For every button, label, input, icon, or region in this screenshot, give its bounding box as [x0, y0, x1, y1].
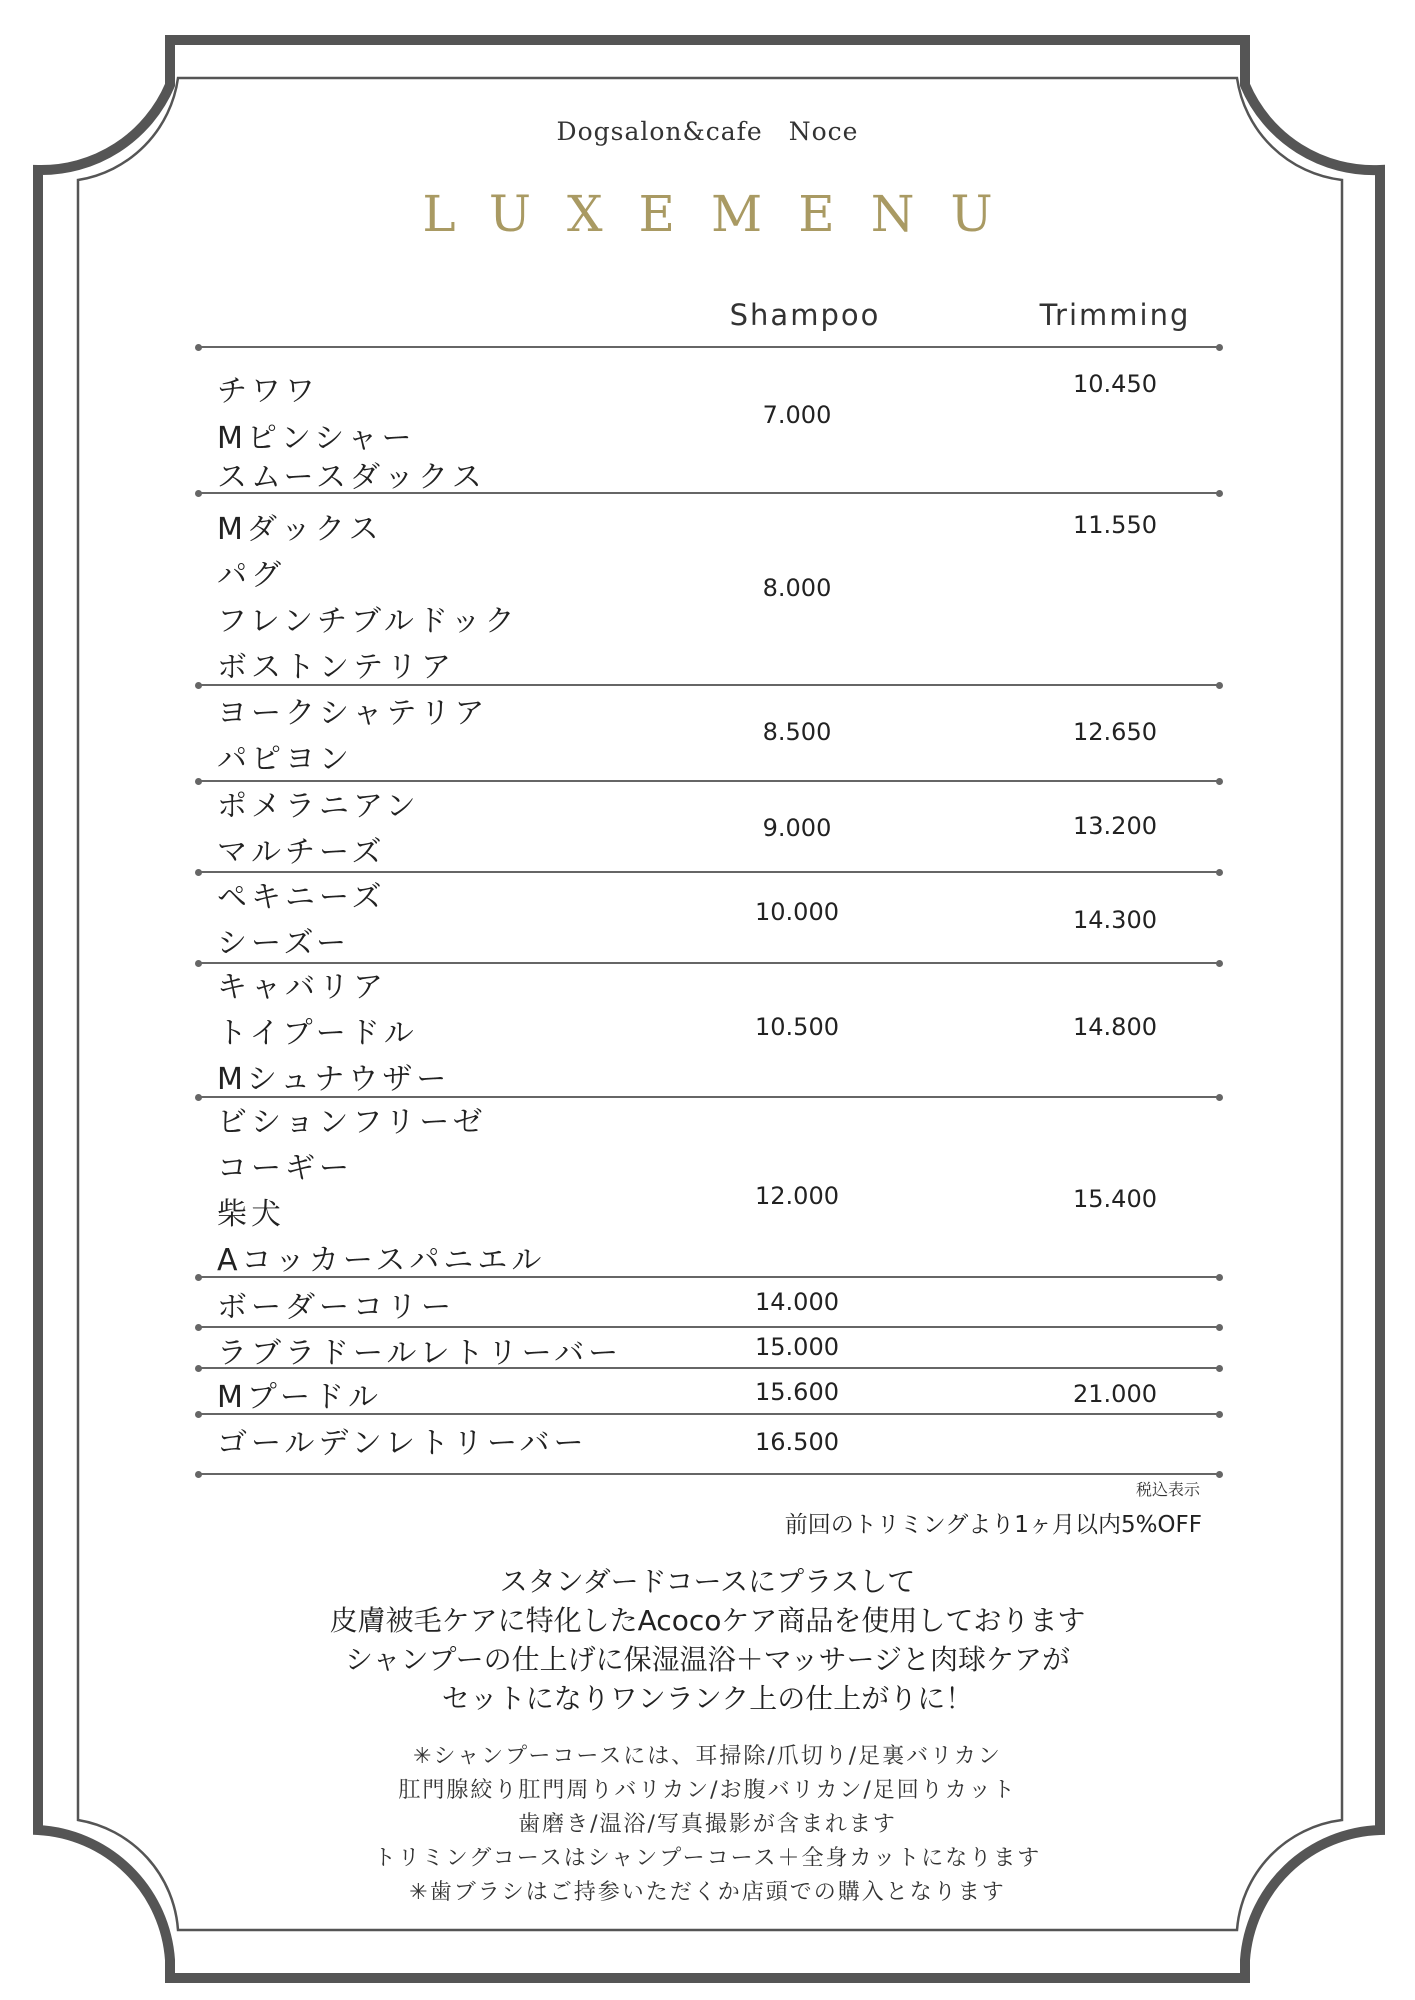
- breed-name: トイプードル: [217, 1016, 418, 1051]
- shampoo-price: 7.000: [762, 401, 832, 429]
- breed-name: ペキニーズ: [217, 880, 386, 915]
- trimming-price: 12.650: [1073, 718, 1157, 746]
- breed-name: スムースダックス: [217, 460, 486, 495]
- note-line: 歯磨き/温浴/写真撮影が含まれます: [518, 1812, 897, 1837]
- note-line: ✳︎シャンプーコースには、耳掃除/爪切り/足裏バリカン: [413, 1744, 1002, 1769]
- promo-line: シャンプーの仕上げに保湿温浴＋マッサージと肉球ケアが: [345, 1643, 1070, 1676]
- note-line: トリミングコースはシャンプーコース＋全身カットになります: [373, 1846, 1042, 1871]
- breed-name: フレンチブルドック: [217, 604, 519, 639]
- tax-note: 税込表示: [1135, 1480, 1200, 1499]
- promo-line: セットになりワンランク上の仕上がりに！: [441, 1682, 974, 1715]
- shampoo-price: 12.000: [755, 1182, 839, 1210]
- row-divider: [198, 346, 1220, 348]
- promo-text: [0, 1562, 1415, 1718]
- breed-name: パピヨン: [217, 742, 353, 777]
- breed-name: ビションフリーゼ: [217, 1105, 487, 1140]
- shampoo-price: 8.500: [762, 718, 832, 746]
- breed-name: ポメラニアン: [217, 789, 420, 824]
- shampoo-price: 9.000: [762, 814, 832, 842]
- breed-name: ボーダーコリー: [217, 1290, 455, 1325]
- trimming-price: 15.400: [1073, 1185, 1157, 1213]
- trimming-price: 11.550: [1073, 511, 1157, 539]
- promo-line: 皮膚被毛ケアに特化したAcocoケア商品を使用しております: [329, 1604, 1086, 1637]
- breed-name: ゴールデンレトリーバー: [217, 1426, 588, 1461]
- shampoo-price: 15.600: [755, 1378, 839, 1406]
- breed-name: Mシュナウザー: [217, 1062, 451, 1097]
- trimming-price: 13.200: [1073, 812, 1157, 840]
- shampoo-column-header: Shampoo: [729, 298, 881, 332]
- trimming-column-header: Trimming: [1039, 298, 1191, 332]
- salon-name: Dogsalon&cafe Noce: [556, 117, 859, 146]
- shampoo-price: 10.500: [755, 1013, 839, 1041]
- promo-line: スタンダードコースにプラスして: [499, 1565, 916, 1598]
- trimming-price: 14.300: [1073, 906, 1157, 934]
- row-divider: [198, 1473, 1220, 1475]
- shampoo-price: 10.000: [755, 898, 839, 926]
- menu-title: LUXEMENU: [422, 185, 1029, 243]
- discount-note: 前回のトリミングより1ヶ月以内5%OFF: [784, 1512, 1202, 1538]
- breed-name: ヨークシャテリア: [217, 696, 489, 731]
- breed-name: コーギー: [217, 1151, 353, 1186]
- note-line: 肛門腺絞り肛門周りバリカン/お腹バリカン/足回りカット: [398, 1778, 1017, 1803]
- breed-name: キャバリア: [217, 970, 387, 1005]
- note-line: ✳︎歯ブラシはご持参いただくか店頭での購入となります: [409, 1880, 1006, 1905]
- trimming-price: 21.000: [1073, 1380, 1157, 1408]
- breed-name: パグ: [217, 558, 285, 593]
- breed-name: チワワ: [217, 374, 319, 409]
- shampoo-price: 14.000: [755, 1288, 839, 1316]
- breed-name: Mピンシャー: [217, 421, 416, 456]
- breed-name: 柴犬: [217, 1197, 285, 1232]
- trimming-price: 14.800: [1073, 1013, 1157, 1041]
- breed-name: Aコッカースパニエル: [217, 1243, 546, 1278]
- shampoo-price: 15.000: [755, 1333, 839, 1361]
- shampoo-price: 8.000: [762, 574, 832, 602]
- course-notes: [0, 1740, 1415, 1910]
- breed-name: ボストンテリア: [217, 650, 455, 685]
- shampoo-price: 16.500: [755, 1428, 839, 1456]
- trimming-price: 10.450: [1073, 370, 1157, 398]
- breed-name: Mダックス: [217, 512, 383, 547]
- breed-name: マルチーズ: [217, 835, 386, 870]
- breed-name: シーズー: [217, 926, 350, 961]
- breed-name: ラブラドールレトリーバー: [217, 1336, 623, 1371]
- breed-name: Mプードル: [217, 1380, 382, 1415]
